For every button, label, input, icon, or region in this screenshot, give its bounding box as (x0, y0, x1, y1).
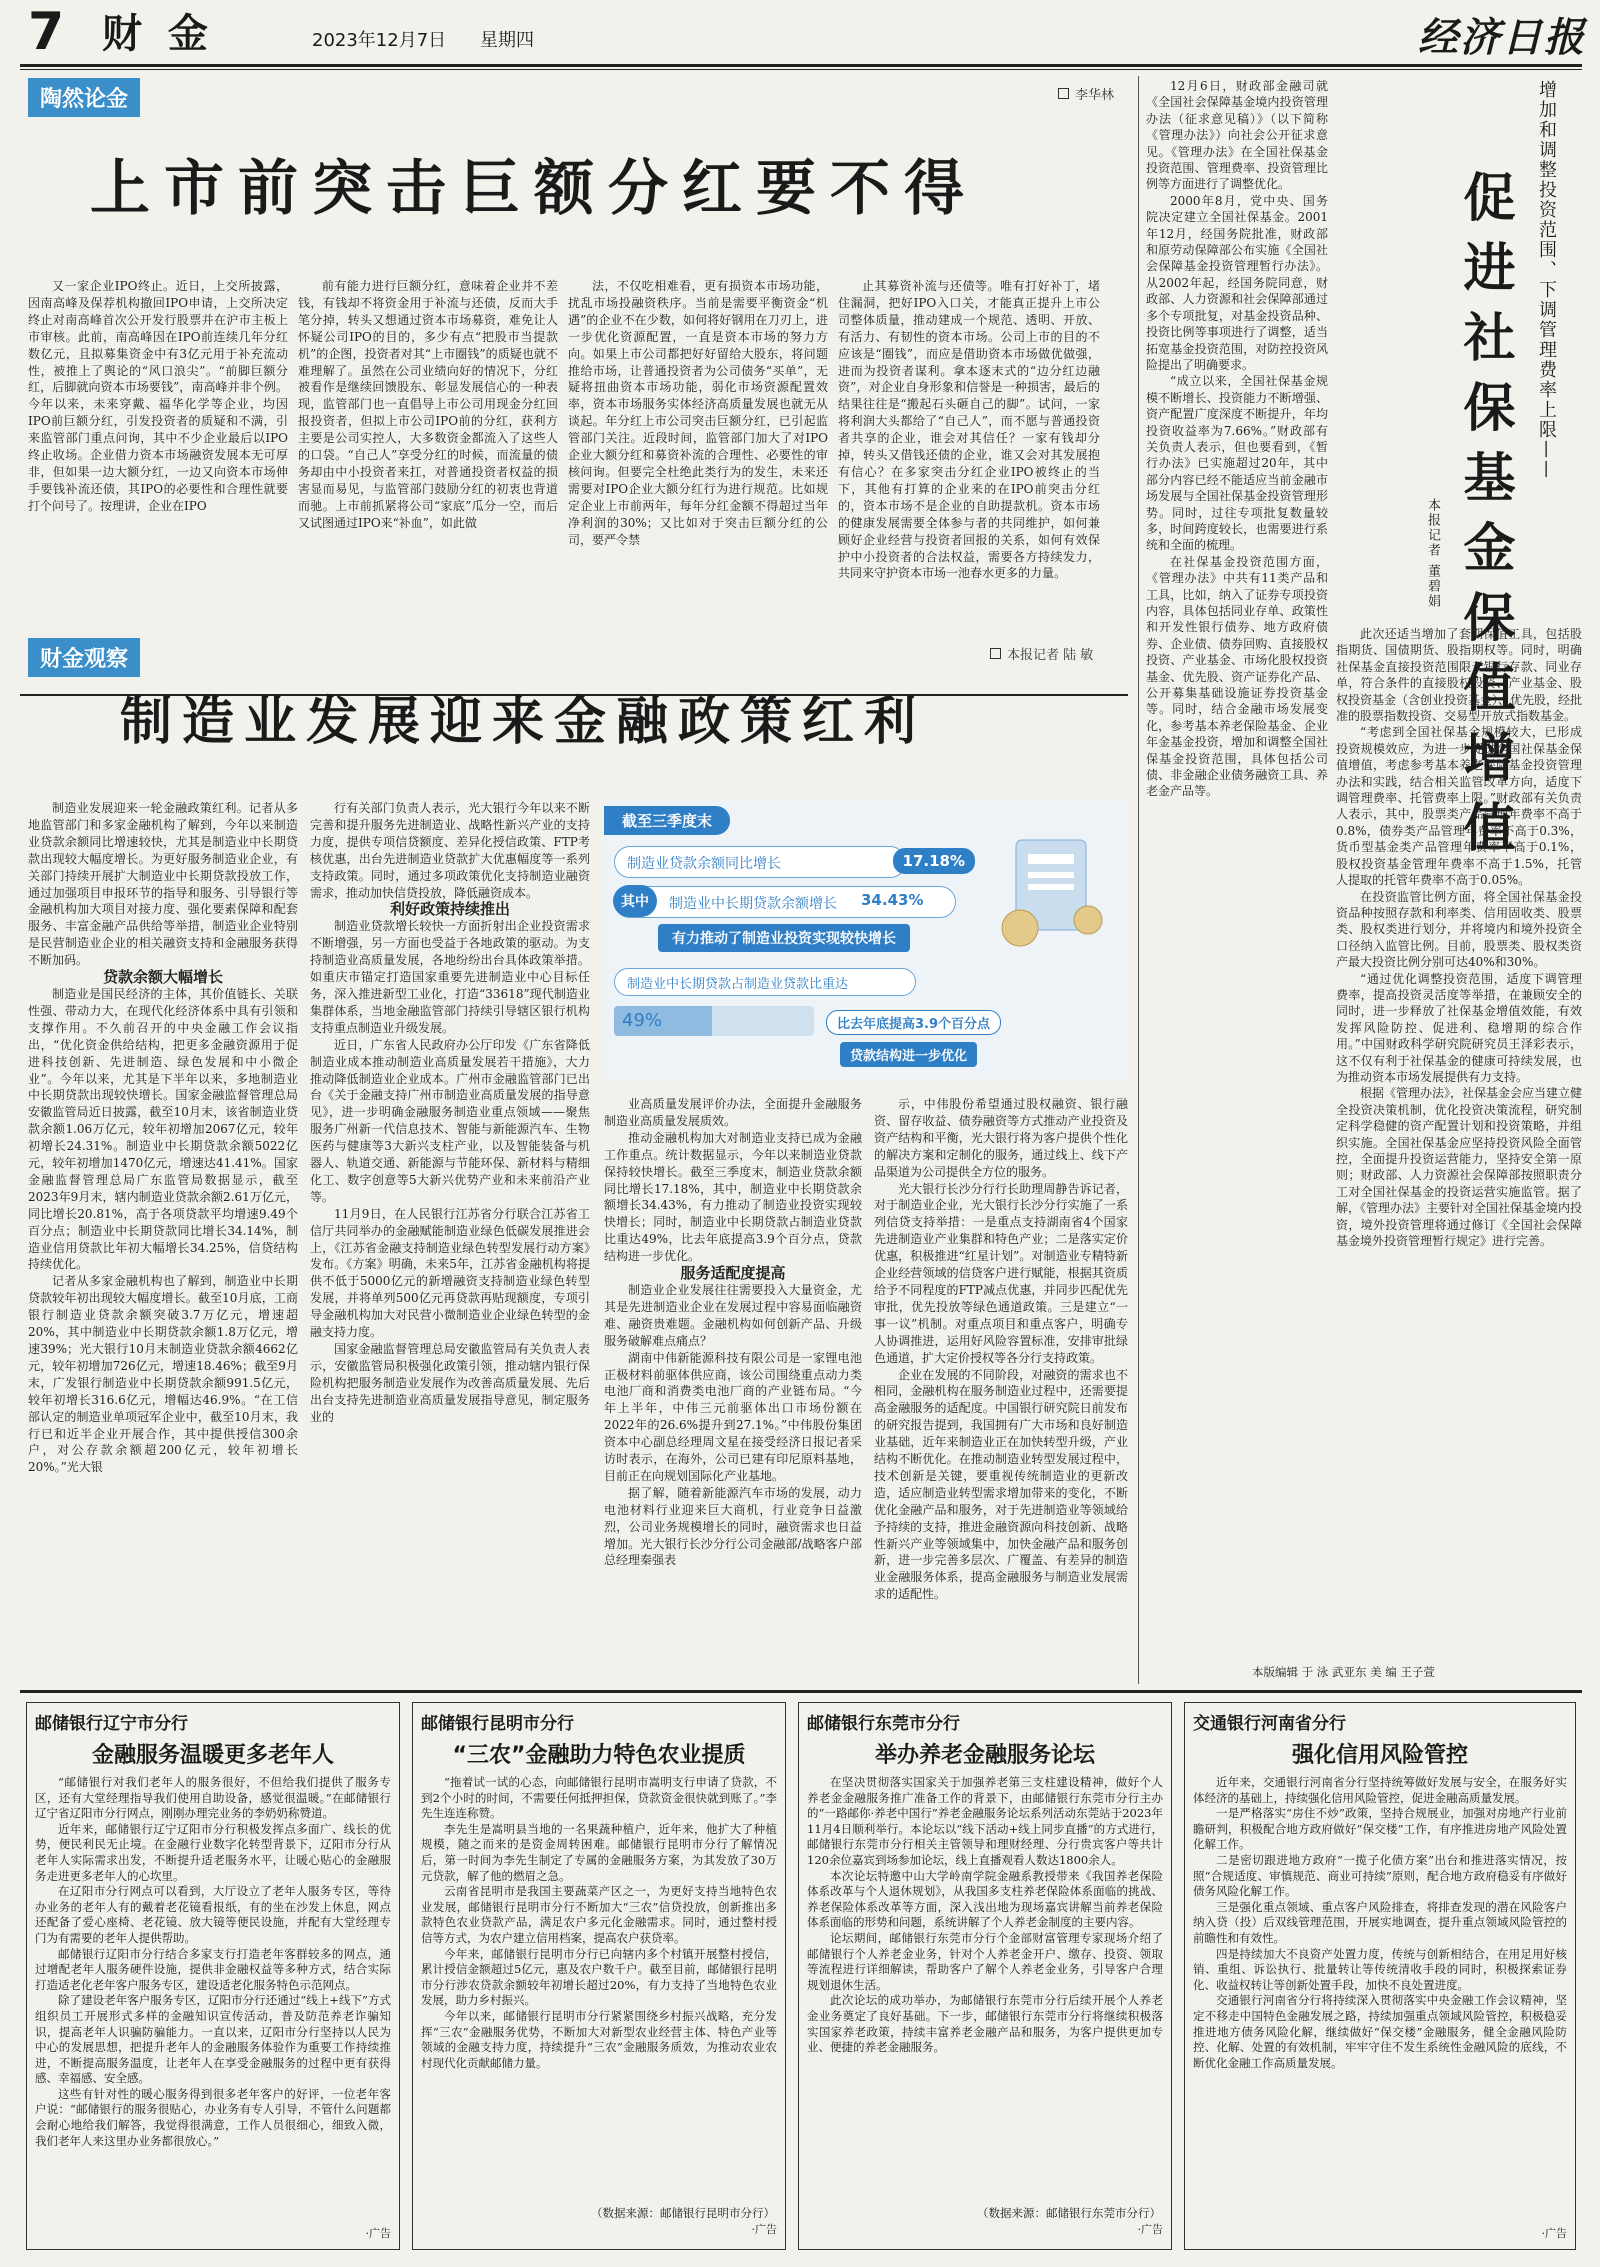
paragraph: 11月9日，在人民银行江苏省分行联合江苏省工信厅共同举办的金融赋能制造业绿色低碳发展推进会上，《江苏省金融支持制造业绿色转型发展行动方案》发布。《方案》明确，未来5年，江苏省金融机构将提供不低于5000亿元的新增融资支持制造业绿色转型发展，并将单列500亿元再贷款再贴现额度，专项引导金融机构加大对民营小微制造业企业绿色转型的金融支持力度。 (310, 1206, 590, 1340)
sidebar-paragraph: “考虑到全国社保基金规模较大，已形成投资规模效应，为进一步促进全国社保基金保值增值，考虑参考基本养老保险基金投资管理办法和实践，结合相关监管改革方向，适度下调管理费率、托管费率上限。”财政部有关负责人表示，其中，股票类产品管理年费率不高于0.8%，债券类产品管理年费率不高于0.3%，货币型基金类产品管理年费率不高于0.1%，股权投资基金管理年费率不高于1.5%，托管人提取的托管年费率不高于0.05%。 (1336, 725, 1582, 888)
ad-label: ·广告 (365, 2227, 391, 2240)
newspaper-logo: 经济日报 (1418, 14, 1586, 61)
article1-col-2 (298, 278, 558, 686)
row2-label: 制造业中长期贷款余额增长 (669, 896, 837, 912)
article2-byline (990, 644, 1093, 663)
ad-box-liaoning (26, 1702, 400, 2250)
ad-box-henan (1184, 1702, 1576, 2250)
sidebar-paragraph: 在社保基金投资范围方面，《管理办法》中共有11类产品和工具，比如，纳入了证券专项投资内容，具体包括同业存单、政策性和开发性银行债券、地方政府债券、企业债、债券回购、直接股权投资、产业基金、市场化股权投资基金、优先股、资产证券化产品、公开募集基础设施证券投资基金等。同时，结合金融市场发展变化，参考基本养老保险基金、企业年金基金投资，增加和调整全国社保基金投资范围，具体包括公司债、非金融企业债务融资工具、养老金产品等。 (1146, 554, 1328, 799)
paragraph: 制造业企业发展往往需要投入大量资金，尤其是先进制造业企业在发展过程中容易面临融资难、融资贵难题。金融机构如何创新产品、升级服务破解难点痛点？ (604, 1282, 862, 1348)
ad-headline: 举办养老金融服务论坛 (874, 1743, 1095, 1768)
sidebar-paragraph: “通过优化调整投资范围，适度下调管理费率，提高投资灵活度等举措，在兼顾安全的同时，进一步释放了社保基金增值效能，有效发挥风险防控、促进利、稳增期的综合作用。”中国财政科学研究院研究员王泽彩表示，这不仅有利于社保基金的健康可持续发展，也为推动资本市场发展提供有力支持。 (1336, 971, 1582, 1084)
share-percent: 49% (622, 1010, 663, 1031)
row3-label: 制造业中长期贷款占制造业贷款比重达 (627, 977, 849, 992)
subheading: 贷款余额大幅增长 (102, 968, 223, 987)
ad-body (27, 1775, 399, 2225)
ad-bank-name: 邮储银行昆明市分行 (421, 1714, 574, 1734)
paragraph: 湖南中伟新能源科技有限公司是一家锂电池正极材料前驱体供应商，该公司围绕重点动力类电池厂商和消费类电池厂商的产业链布局。“今年上半年，中伟三元前驱体出口市场份额在2022年的26.6%提升到27.1%。”中伟股份集团资本中心副总经理周文星在接受经济日报记者采访时表示，在海外，公司已建有印尼原料基地，目前正在向规划国际化产业基地。 (604, 1350, 862, 1483)
sidebar-paragraph: 在投资监管比例方面，将全国社保基金投资品种按照存款和利率类、信用固收类、股票类、股权类进行划分，并将境内和境外投资全口径纳入监管比例。目前，股票类、股权类资产最大投资比例分别可达40%和30%。 (1336, 889, 1582, 970)
infographic-banner: 有力推动了制造业投资实现较快增长 (658, 924, 910, 952)
article2-col-4 (874, 1096, 1128, 1680)
sidebar-paragraph: “成立以来，全国社保基金规模不断增长、投资能力不断增强、资产配置广度深度不断提升，年均投资收益率为7.66%。”财政部有关负责人表示，但也要看到，《暂行办法》已实施超过20年，其中部分内容已经不能适应当前金融市场发展与全国社保基金投资管理形势。同时，过往专项批复数量较多，时间跨度较长，也需要进行系统和全面的梳理。 (1146, 374, 1328, 553)
byline-box-icon (1058, 88, 1069, 99)
article1-paragraph: 止其募资补流与还债等。唯有打好补丁，堵住漏洞，把好IPO入口关，才能真正提升上市公司整体质量，推动建成一个规范、透明、开放、有活力、有韧性的资本市场。公司上市的目的不应该是“圈钱”，而应是借助资本市场做优做强，进而为投资者谋利。拿本逐末式的“边分红边融资”，对企业自身形象和信誉是一种损害，最后的结果往往是“搬起石头砸自己的脚”。试问，一家将利润大头都给了“自己人”，而不愿与普通投资者共享的企业，谁会对其信任？一家有钱却分掉，转头又借钱还债的企业，谁又会对其发展抱有信心？在多家突击分红企业IPO被终止的当下，其他有打算的企业来的在IPO前突击分红的，资本市场不是企业的自助提款机。资本市场的健康发展需要全体参与者的共同维护，如何兼顾好企业经营与投资者回报的关系，如何有效保护中小投资者的合法权益，需要各方持续发力，共同来守护资本市场一池春水更多的力量。 (838, 279, 1100, 581)
paragraph: 记者从多家金融机构也了解到，制造业中长期贷款较年初出现较大幅度增长。截至10月底，工商银行制造业贷款余额突破3.7万亿元，增速超20%，其中制造业中长期贷款余额1.8万亿元，增速39%；光大银行10月末制造业贷款余额4662亿元，较年初增加726亿元，增速18.46%；截至9月末，广发银行制造业中长期贷款余额991.5亿元，较年初增长316.6亿元，增幅达46.9%。“在工信部认定的制造业单项冠军企业中，截至10月末，我行已和近半企业开展合作，其中提供授信300余户，对公存款余额超200亿元，较年初增长20%。”光大银 (28, 1274, 298, 1475)
paragraph: 推动金融机构加大对制造业支持已成为金融工作重点。统计数据显示，今年以来制造业贷款保持较快增长。截至三季度末，制造业贷款余额同比增长17.18%，其中，制造业中长期贷款余额增长34.43%，有力推动了制造业投资实现较快增长；同时，制造业中长期贷款占制造业贷款比重达49%，比去年底提高3.9个百分点，贷款结构进一步优化。 (604, 1130, 862, 1264)
article2-author: 本报记者 陆 敏 (1007, 648, 1094, 663)
ad-paragraph: 这些有针对性的暖心服务得到很多老年客户的好评，一位老年客户说：“邮储银行的服务很贴心，办业务有专人引导，不管什么问题都会耐心地给我们解答，我觉得很满意，工作人员很细心，细致入微，我们老年人来这里办业务都很放心。” (35, 2086, 391, 2148)
ad-headline: 强化信用风险管控 (1291, 1743, 1468, 1768)
row2-value: 34.43% (861, 891, 924, 909)
paragraph: 制造业发展迎来一轮金融政策红利。记者从多地监管部门和多家金融机构了解到，今年以来制造业贷款余额同比增速较快，尤其是制造业中长期贷款出现较大幅度增长。为更好服务制造业企业，有关部门持续开展扩大制造业中长期贷款投放工作，通过加强项目申报环节的指导和服务、引导银行等金融机构加大项目对接力度、强化要素保障和配套服务、丰富金融产品供给等举措，制造业企业特别是民营制造业企业的相关融资支持和金融服务获得不断加码。 (28, 801, 298, 968)
share-bar (614, 1006, 814, 1036)
article1-byline (1058, 84, 1114, 103)
ad-body (1185, 1775, 1575, 2225)
sidebar-paragraph: 2000年8月，党中央、国务院决定建立全国社保基金。2001年12月，经国务院批准，财政部和原劳动保障部公布实施《全国社会保障基金投资管理暂行办法》。从2002年起，经国务院同意，财政部、人力资源和社会保障部通过多个专项批复，对基金投资品种、投资比例等事项进行了调整，适当拓宽基金投资范围，对防控投资风险提出了明确要求。 (1146, 193, 1328, 372)
row1-value: 17.18% (893, 848, 975, 874)
sidebar-body (1146, 78, 1328, 1658)
ad-box-dongguan (798, 1702, 1172, 2250)
section-title: 财 金 (102, 11, 214, 57)
paragraph: 企业在发展的不同阶段，对融资的需求也不相同，金融机构在服务制造业过程中，还需要提高金融服务的适配度。中国银行研究院日前发布的研究报告提到，我国拥有广大市场和良好制造业基础，近年来制造业正在加快转型升级，产业结构不断优化。在推动制造业转型发展过程中，技术创新是关键，要重视传统制造业的更新改造，适应制造业转型需求增加带来的变化，不断优化金融产品和服务，对于先进制造业等领域给予持续的支持，推进金融资源向科技创新、战略性新兴产业等领域集中，加快金融产品和服务创新，进一步完善多层次、广覆盖、有差异的制造业金融服务体系，提高金融服务与制造业发展需求的适配性。 (874, 1367, 1128, 1602)
infographic-row2 (614, 886, 956, 918)
article1-paragraph: 前有能力进行巨额分红，意味着企业并不差钱，有钱却不将资金用于补流与还债，反而大手笔分掉，转头又想通过资本市场募资，难免让人怀疑公司IPO的目的，多少有点“把股市当提款机”的企图，投资者对其“上市圈钱”的质疑也就不难理解了。虽然在公司业绩向好的情况下，分红被看作是继续回馈股东、彰显发展信心的一种表现，监管部门也一直倡导上市公司用现金分红回报投资者，但拟上市公司IPO前的分红，获利方主要是公司实控人，大多数资金都流入了这些人的口袋。“自己人”享受分红的时候，而流量的债务却由中小投资者来扛，对普通投资者权益的损害显而易见，与监管部门鼓励分红的初衷也背道而驰。上市前抓紧将公司“家底”瓜分一空，而后又试图通过IPO来“补血”，如此做 (298, 279, 558, 530)
ad-body (413, 1775, 785, 2205)
masthead-rule (20, 64, 1582, 67)
infographic-note1: 比去年底提高3.9个百分点 (826, 1010, 1001, 1035)
paragraph: 光大银行长沙分行行长助理周静告诉记者，对于制造业企业，光大银行长沙分行实施了一系列信贷支持举措：一是重点支持湖南省4个国家先进制造业产业集群和特色产业；二是落实定价优惠，积极推进“红星计划”。对制造业专精特新企业经营领域的信贷客户进行赋能，根据其资质给予不同程度的FTP减点优惠，并同步匹配优先审批，优先投放等绿色通道政策。三是建立“一事一议”机制。对重点项目和重点客户，明确专人协调推进，运用好风险容置标准，安排审批绿色通道，扩大定价授权等各分行支持政策。 (874, 1181, 1128, 1365)
sidebar-byline: 本报记者 董碧娟 (1425, 498, 1440, 610)
ad-bank-name: 邮储银行东莞市分行 (807, 1714, 960, 1734)
ad-paragraph: 三是强化重点领域、重点客户风险排查，将排查发现的潜在风险客户纳入贷（投）后双线管理范围，开展实地调查，提升重点领域风险管控的前瞻性和有效性。 (1193, 1899, 1567, 1945)
ad-paragraph: 此次论坛的成功举办，为邮储银行东莞市分行后续开展个人养老金业务奠定了良好基础。下一步，邮储银行东莞市分行将继续积极落实国家养老政策，持续丰富养老金融产品和服务，为客户提供更加专业、便捷的养老金融服务。 (807, 1993, 1163, 2055)
paragraph: 据了解，随着新能源汽车市场的发展，动力电池材料行业迎来巨大商机，行业竞争日益激烈，公司业务规模增长的同时，融资需求也日益增加。光大银行长沙分行公司金融部/战略客户部总经理秦强表 (604, 1485, 862, 1568)
ad-label: ·广告 (751, 2223, 777, 2236)
ad-paragraph: 邮储银行辽阳市分行结合多家支行打造老年客群较多的网点，通过增配老年人服务硬件设施，提供非金融权益等多种方式，结合实际打造适老化老年客户服务专区，建设适老化服务特色示范网点。 (35, 1946, 391, 1992)
ad-body (799, 1775, 1171, 2205)
article1-author: 李华林 (1075, 88, 1115, 103)
loan-infographic (604, 800, 1128, 1080)
byline-box-icon (990, 648, 1001, 659)
paragraph: 制造业贷款增长较快一方面折射出企业投资需求不断增强，另一方面也受益于各地政策的驱动。为支持制造业高质量发展，各地纷纷出台具体政策举措。如重庆市锚定打造国家重要先进制造业中心目标任务，深入推进新型工业化，打造“33618”现代制造业集群体系，当地金融监管部门持续引导辖区银行机构支持重点制造业升级发展。 (310, 919, 590, 1035)
issue-date: 2023年12月7日 (312, 30, 447, 51)
ad-bank-name: 交通银行河南省分行 (1193, 1714, 1346, 1734)
sidebar-body-right (1336, 626, 1582, 1656)
sidebar-paragraph: 此次还适当增加了套期保值工具，包括股指期货、国债期货、股指期权等。同时，明确社保基金直接投资范围限于银行存款、同业存单，符合条件的直接股权投资、产业基金、股权投资基金（含创业投资基金）、优先股，经批准的股票指数投资、交易型开放式指数基金。 (1336, 627, 1582, 724)
coin-illustration (976, 810, 1126, 960)
subheading: 服务适配度提高 (680, 1264, 786, 1283)
ad-headline: “三农”金融助力特色农业提质 (452, 1743, 746, 1768)
article1-headline: 上市前突击巨额分红要不得 (90, 154, 978, 224)
ad-bank-name: 邮储银行辽宁市分行 (35, 1714, 188, 1734)
subheading: 利好政策持续推出 (389, 900, 510, 919)
masthead-rule-thin (20, 69, 1582, 70)
paragraph: 近日，广东省人民政府办公厅印发《广东省降低制造业成本推动制造业高质量发展若干措施》，大力推动降低制造业企业成本。广州市金融监管部门已出台《关于金融支持广州市制造业高质量发展的指导意见》，进一步明确金融服务制造业重点领域——聚焦服务广州新一代信息技术、智能与新能源汽车、生物医药与健康等3大新兴支柱产业，以及智能装备与机器人、轨道交通、新能源与节能环保、新材料与精细化工、数字创意等5大新兴优势产业和未来前沿产业等。 (310, 1037, 590, 1204)
ad-paragraph: 李先生是嵩明县当地的一名果蔬种植户，近年来，他扩大了种植规模，随之而来的是资金周转困难。邮储银行昆明市分行了解情况后，第一时间为李先生制定了专属的金融服务方案，为其发放了30万元贷款，解了他的燃眉之急。 (421, 1821, 777, 1883)
paragraph: 制造业是国民经济的主体，其价值链长、关联性强、带动力大，在现代化经济体系中具有引领和支撑作用。不久前召开的中央金融工作会议指出，“优化资金供给结构，把更多金融资源用于促进科技创新、先进制造、绿色发展和中小微企业”。今年以来，尤其是下半年以来，多地制造业中长期贷款出现较快增长。国家金融监督管理总局安徽监管局近日披露，截至10月末，该省制造业贷款余额1.06万亿元，较年初增加2067亿元，较年初增长24.31%。制造业中长期贷款余额5022亿元，较年初增加1470亿元，增速达41.41%。国家金融监督管理总局广东监管局数据显示，截至2023年9月末，辖内制造业贷款余额2.61万亿元，同比增长20.81%，高于各项贷款平均增速9.49个百分点；制造业中长期贷款同比增长34.14%，制造业信用贷款比年初大幅增长34.25%，信贷结构持续优化。 (28, 986, 298, 1272)
ad-label: ·广告 (1541, 2227, 1567, 2240)
sidebar-paragraph: 根据《管理办法》，社保基金会应当建立健全投资决策机制，优化投资决策流程，研究制定科学稳健的资产配置计划和投资策略，并组织实施。全国社保基金应坚持投资风险全面管控，全面提升投资运营能力，坚持安全第一原则；财政部、人力资源社会保障部按照职责分工对全国社保基金的投资运营实施监管。据了解，《管理办法》主要针对全国社保基金境内投资，境外投资管理将通过修订《全国社会保障基金境外投资管理暂行规定》进行完善。 (1336, 1086, 1582, 1249)
sidebar-headline: 促进社保基金保值增值 (1454, 170, 1514, 870)
ad-paragraph: 在坚决贯彻落实国家关于加强养老第三支柱建设精神，做好个人养老金金融服务推广准备工作的背景下，由邮储银行东莞市分行主办的“一路邮你·养老中国行”养老金融服务论坛系列活动东莞站于2023年11月4日顺利举行。本论坛以“线下活动+线上同步直播”的方式进行，邮储银行东莞市分行相关主管领导和理财经理、分行贵宾客户等共计120余位嘉宾到场参加论坛，线上直播观看人数达1800余人。 (807, 1775, 1163, 1867)
infographic-note2: 贷款结构进一步优化 (840, 1042, 977, 1067)
infographic-title: 截至三季度末 (604, 806, 730, 835)
paragraph: 业高质量发展评价办法，全面提升金融服务制造业高质量发展质效。 (604, 1097, 862, 1128)
ad-paragraph: 一是严格落实“房住不炒”政策，坚持合规展业，加强对房地产行业前瞻研判，积极配合地方政府做好“保交楼”工作，有序推进房地产风险处置化解工作。 (1193, 1806, 1567, 1852)
page-number: 7 (28, 2, 65, 62)
article2-col-3 (604, 1096, 862, 1680)
article1-paragraph: 又一家企业IPO终止。近日，上交所披露，因南高峰及保荐机构撤回IPO申请，上交所决定终止对南高峰首次公开发行股票并在沪市主板上市审核。此前，南高峰因在IPO前连续几年分红数亿元，且拟募集资金中有3亿元用于补充流动性，被推上了舆论的“风口浪尖”。“前脚巨额分红，后脚就向资本市场要钱”，南高峰并非个例。今年以来，未来穿戴、福华化学等企业，均因IPO前巨额分红，引发投资者的质疑和不满，引来监管部门重点问询，其中不少企业最后以IPO终止收场。企业借力资本市场融资发展本无可厚非，但如果一边大额分红，一边又向资本市场伸手要钱补流还债，其IPO的必要性和合理性就要打个问号了。按理讲，企业在IPO (28, 279, 288, 513)
ad-paragraph: 论坛期间，邮储银行东莞市分行个金部财富管理专家现场介绍了邮储银行个人养老金业务，针对个人养老金开户、缴存、投资、领取等流程进行详细解读，帮助客户了解个人养老金业务，引导客户合理规划退休生活。 (807, 1930, 1163, 1992)
ad-paragraph: 近年来，邮储银行辽宁辽阳市分行积极发挥点多面广、线长的优势，便民利民无止境。在金融行业数字化转型背景下，辽阳市分行从老年人实际需求出发，不断提升适老服务水平，让暖心贴心的金融服务走进更多老年人的心坎里。 (35, 1821, 391, 1883)
paragraph: 行有关部门负责人表示，光大银行今年以来不断完善和提升服务先进制造业、战略性新兴产业的支持力度，提供专项信贷额度、差异化授信政策、FTP考核优惠，出台先进制造业贷款扩大优惠幅度等一系列支持政策。同时，通过多项政策优化支持制造业融资需求，推动加快信贷投放，降低融资成本。 (310, 801, 590, 900)
ad-box-kunming (412, 1702, 786, 2250)
row2-prefix: 其中 (613, 885, 657, 917)
article2-col-2 (310, 800, 590, 1680)
article1-paragraph: 法，不仅吃相难看，更有损资本市场功能，扰乱市场投融资秩序。当前是需要平衡资金“机遇”的企业不在少数，如何将好钢用在刀刃上，进一步优化资源配置，一直是资本市场的努力方向。如果上市公司都把好好留给大股东，将问题推给市场，让普通投资者为公司债务“买单”，无疑将扭曲资本市场功能，弱化市场资源配置效率，资本市场服务实体经济高质量发展也就无从谈起。年分红上市公司突击巨额分红，已引起监管部门关注。近段时间，监管部门加大了对IPO企业大额分红和募资补流的合理性、必要性的审核问询。但要完全杜绝此类行为的发生，未来还需要对IPO企业大额分红行为进行规范。比如规定企业上市前两年，每年分红金额不得超过当年净利润的30%；又比如对于突击巨额分红的公司，要严令禁 (568, 279, 828, 547)
masthead (0, 0, 1600, 68)
ad-paragraph: 在辽阳市分行网点可以看到，大厅设立了老年人服务专区，等待办业务的老年人有的戴着老花镜看报纸，有的坐在沙发上休息，网点还配备了爱心座椅、老花镜、放大镜等便民设施，并配有大堂经理专门为有需要的老年人提供帮助。 (35, 1884, 391, 1945)
ad-paragraph: “拖着试一试的心态，向邮储银行昆明市嵩明支行申请了贷款，不到2个小时的时间，不需要任何抵押担保，贷款资金很快就到账了。”李先生连连称赞。 (421, 1775, 777, 1821)
page-editors: 本版编辑 于 泳 武亚东 美 编 王子萱 (1252, 1665, 1435, 1679)
ads-divider (20, 1690, 1582, 1693)
column-tag-taoran: 陶然论金 (28, 78, 140, 117)
ad-source: （数据来源：邮储银行昆明市分行） (591, 2206, 775, 2220)
ad-paragraph: 今年来，邮储银行昆明市分行已向辖内多个村镇开展整村授信，累计授信金额超过5亿元，惠及农户数千户。截至目前，邮储银行昆明市分行涉农贷款余额较年初增长超过20%，有力支持了当地特色农业发展，助力乡村振兴。 (421, 1946, 777, 2008)
paragraph: 国家金融监督管理总局安徽监管局有关负责人表示，安徽监管局积极强化政策引领，推动辖内银行保险机构把服务制造业发展作为改善高质量发展、先后出台支持先进制造业高质量发展指导意见，制定服务业的 (310, 1342, 590, 1424)
sidebar-paragraph: 12月6日，财政部金融司就《全国社会保障基金境内投资管理办法（征求意见稿）》（以下简称《管理办法》）向社会公开征求意见。《管理办法》在全国社保基金投资范围、管理费率、投资管理比例等方面进行了调整优化。 (1146, 79, 1328, 192)
ad-label: ·广告 (1137, 2223, 1163, 2236)
article1-col-4 (838, 278, 1100, 686)
row1-label: 制造业贷款余额同比增长 (627, 856, 781, 872)
paragraph: 示，中伟股份希望通过股权融资、银行融资、留存收益、债券融资等方式推动产业投资及资产结构和平衡，光大银行将为客户提供个性化的解决方案和定制化的服务，通过线上、线下产品渠道为公司提供全方位的服务。 (874, 1097, 1128, 1179)
column-tag-observation: 财金观察 (28, 638, 140, 677)
ad-headline: 金融服务温暖更多老年人 (91, 1743, 334, 1768)
infographic-row1 (614, 846, 965, 878)
ad-paragraph: 云南省昆明市是我国主要蔬菜产区之一，为更好支持当地特色农业发展，邮储银行昆明市分行不断加大“三农”信贷投放，创新推出多款特色农业贷款产品，满足农户多元化金融需求。同时，通过整村授信等方式，为农户建立信用档案，提高农户获贷率。 (421, 1884, 777, 1945)
article1-col-1 (28, 278, 288, 686)
article1-col-3 (568, 278, 828, 686)
article2-headline: 制造业发展迎来金融政策红利 (120, 692, 927, 752)
ad-paragraph: 除了建设老年客户服务专区，辽阳市分行还通过“线上+线下”方式组织员工开展形式多样的金融知识宣传活动，普及防范养老诈骗知识，提高老年人识骗防骗能力。一直以来，辽阳市分行坚持以人民为中心的发展思想，把提升老年人的金融服务体验作为重要工作持续推进，不断提高服务温度，让老年人在享受金融服务的过程中更有获得感、幸福感、安全感。 (35, 1993, 391, 2086)
sidebar-divider (1138, 76, 1139, 1684)
ad-paragraph: “邮储银行对我们老年人的服务很好，不但给我们提供了服务专区，还有大堂经理指导我们使用自助设备，感觉很温暖。”在邮储银行辽宁省辽阳市分行网点，刚刚办理完业务的李奶奶称赞道。 (35, 1775, 391, 1821)
ad-source: （数据来源：邮储银行东莞市分行） (977, 2206, 1161, 2220)
ad-paragraph: 二是密切跟进地方政府“一揽子化债方案”出台和推进落实情况，按照“合规适度、审慎规范、商业可持续”原则，配合地方政府稳妥有序做好债务风险化解工作。 (1193, 1852, 1567, 1899)
article2-col-1 (28, 800, 298, 1680)
ad-paragraph: 交通银行河南省分行将持续深入贯彻落实中央金融工作会议精神，坚定不移走中国特色金融发展之路，持续加强重点领域风险管控，积极稳妥推进地方债务风险化解，继续做好“保交楼”金融服务，健全金融风险防控、化解、处置的有效机制，牢牢守住不发生系统性金融风险的底线，不断优化金融工作高质量发展。 (1193, 1993, 1567, 2070)
sidebar-deck: 增加和调整投资范围、下调管理费率上限—— (1536, 80, 1557, 480)
ad-paragraph: 今年以来，邮储银行昆明市分行紧紧围绕乡村振兴战略，充分发挥“三农”金融服务优势，不断加大对新型农业经营主体、特色产业等领域的金融支持力度，持续提升“三农”金融服务质效，为推动农业农村现代化贡献邮储力量。 (421, 2008, 777, 2070)
ad-paragraph: 四是持续加大不良资产处置力度，传统与创新相结合，在用足用好核销、重组、诉讼执行、批量转让等传统清收手段的同时，积极探索证券化、收益权转让等创新处置手段，加快不良处置进度。 (1193, 1946, 1567, 1992)
infographic-row3 (614, 968, 916, 996)
ad-paragraph: 本次论坛特邀中山大学岭南学院金融系教授带来《我国养老保险体系改革与个人退休规划》，从我国多支柱养老保险体系面临的挑战、养老保险体系改革等方面，深入浅出地为现场嘉宾讲解当前养老保险体系面临的形势和问题，系统讲解了个人养老金制度的主要内容。 (807, 1868, 1163, 1930)
ad-paragraph: 近年来，交通银行河南省分行坚持统筹做好发展与安全，在服务好实体经济的基础上，持续强化信用风险管控，促进金融高质量发展。 (1193, 1775, 1567, 1805)
issue-weekday: 星期四 (480, 30, 534, 51)
